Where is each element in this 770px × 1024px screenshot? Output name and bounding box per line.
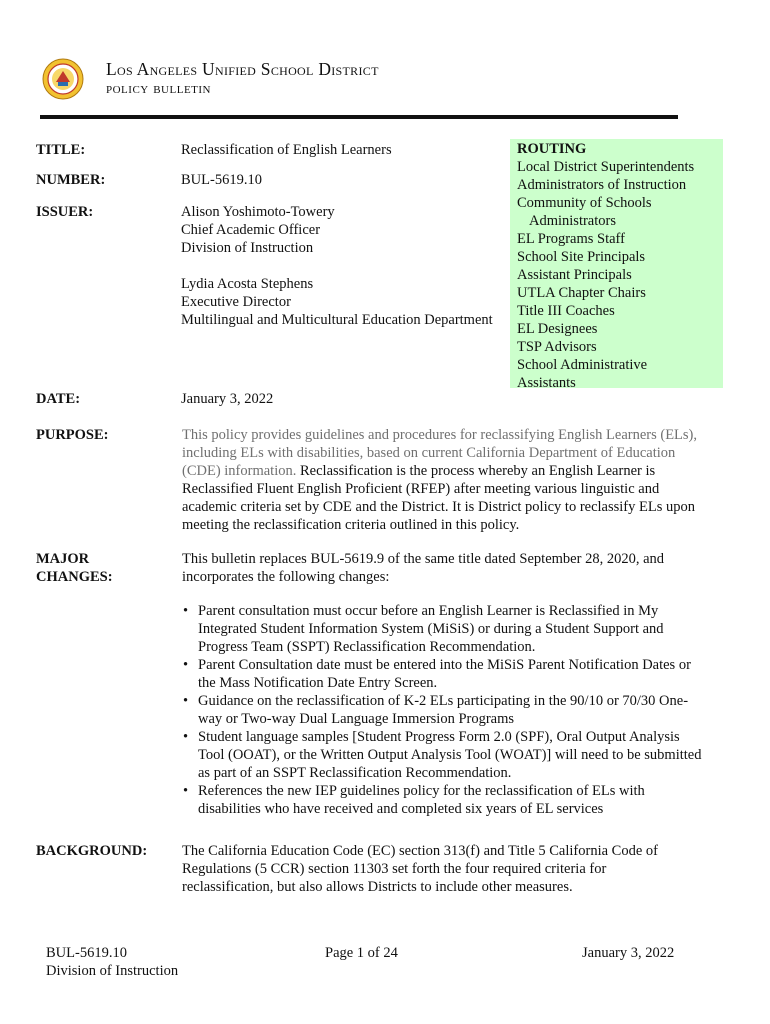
- issuer-department-2: Multilingual and Multicultural Education Department: [181, 312, 493, 328]
- routing-item: Title III Coaches: [517, 303, 615, 319]
- issuer-name-2: Lydia Acosta Stephens: [181, 276, 314, 292]
- header-divider: [40, 115, 678, 119]
- routing-box: [510, 139, 723, 391]
- list-item: • References the new IEP guidelines policy for the reclassification of ELs with disabilities who have received and completed six years of EL services: [182, 782, 702, 818]
- issuer-label: ISSUER:: [36, 204, 94, 220]
- bulletin-type: policy bulletin: [106, 80, 211, 97]
- major-changes-label-line2: CHANGES:: [36, 569, 113, 585]
- routing-item: Administrators: [529, 213, 616, 229]
- purpose-text-definition: Reclassification is the process whereby an English Learner is Reclassified Fluent English Proficient (RFEP) after meeting various linguistic and academic criteria set by CDE and the District. It is District policy to reclassify ELs upon meeting the reclassification criteria outlined in this policy.: [182, 463, 695, 533]
- routing-item: Assistants: [517, 375, 576, 391]
- district-seal-logo: [42, 58, 84, 100]
- list-item: • Parent consultation must occur before an English Learner is Reclassified in My Integrated Student Information System (MiSiS) or during a Student Support and Progress Team (SSPT) Reclassification Recommendation.: [182, 602, 702, 656]
- background-text: The California Education Code (EC) section 313(f) and Title 5 California Code of Regulations (5 CCR) section 11303 set forth the four required criteria for reclassification, but also allows Districts to include other measures.: [182, 843, 658, 895]
- issuer-division-1: Division of Instruction: [181, 240, 314, 256]
- number-label: NUMBER:: [36, 172, 106, 188]
- routing-item: School Site Principals: [517, 249, 646, 265]
- routing-item: Assistant Principals: [517, 267, 632, 283]
- issuer-title-1: Chief Academic Officer: [181, 222, 321, 238]
- list-item: • Parent Consultation date must be entered into the MiSiS Parent Notification Dates or the Mass Notification Date Entry Screen.: [182, 656, 702, 692]
- purpose-text-intro: This policy provides guidelines and procedures for reclassifying English Learners (ELs), including ELs with disabilities, based on current California Department of Education (CDE) information.: [182, 427, 698, 479]
- routing-item: TSP Advisors: [517, 339, 597, 355]
- major-changes-label-line1: MAJOR: [36, 551, 90, 567]
- number-value: BUL-5619.10: [181, 172, 262, 188]
- routing-item: EL Designees: [517, 321, 598, 337]
- routing-item: Administrators of Instruction: [517, 177, 687, 193]
- issuer-title-2: Executive Director: [181, 294, 291, 310]
- routing-item: Local District Superintendents: [517, 159, 695, 175]
- footer-page-number: Page 1 of 24: [325, 945, 398, 961]
- routing-item: UTLA Chapter Chairs: [517, 285, 646, 301]
- routing-item: Community of Schools: [517, 195, 652, 211]
- date-label: DATE:: [36, 391, 81, 407]
- title-label: TITLE:: [36, 142, 86, 158]
- title-value: Reclassification of English Learners: [181, 142, 392, 158]
- district-name: Los Angeles Unified School District: [106, 59, 379, 79]
- list-item: • Guidance on the reclassification of K-2 ELs participating in the 90/10 or 70/30 One-way or Two-way Dual Language Immersion Programs: [182, 692, 702, 728]
- issuer-name-1: Alison Yoshimoto-Towery: [181, 204, 335, 220]
- footer-division: Division of Instruction: [46, 963, 179, 979]
- footer-date: January 3, 2022: [582, 945, 675, 961]
- routing-item: EL Programs Staff: [517, 231, 625, 247]
- major-changes-intro: This bulletin replaces BUL-5619.9 of the same title dated September 28, 2020, and incorporates the following changes:: [182, 551, 665, 585]
- routing-item: School Administrative: [517, 357, 648, 373]
- list-item: • Student language samples [Student Progress Form 2.0 (SPF), Oral Output Analysis Tool (OOAT), or the Written Output Analysis Tool (WOAT)] will need to be submitted as part of an SSPT Reclassification Recommendation.: [182, 728, 702, 782]
- background-label: BACKGROUND:: [36, 843, 148, 859]
- purpose-label: PURPOSE:: [36, 427, 109, 443]
- major-changes-list: [182, 602, 702, 818]
- footer-bulletin-number: BUL-5619.10: [46, 945, 127, 961]
- routing-heading: ROUTING: [517, 141, 587, 157]
- date-value: January 3, 2022: [181, 391, 274, 407]
- purpose-text: [182, 426, 697, 534]
